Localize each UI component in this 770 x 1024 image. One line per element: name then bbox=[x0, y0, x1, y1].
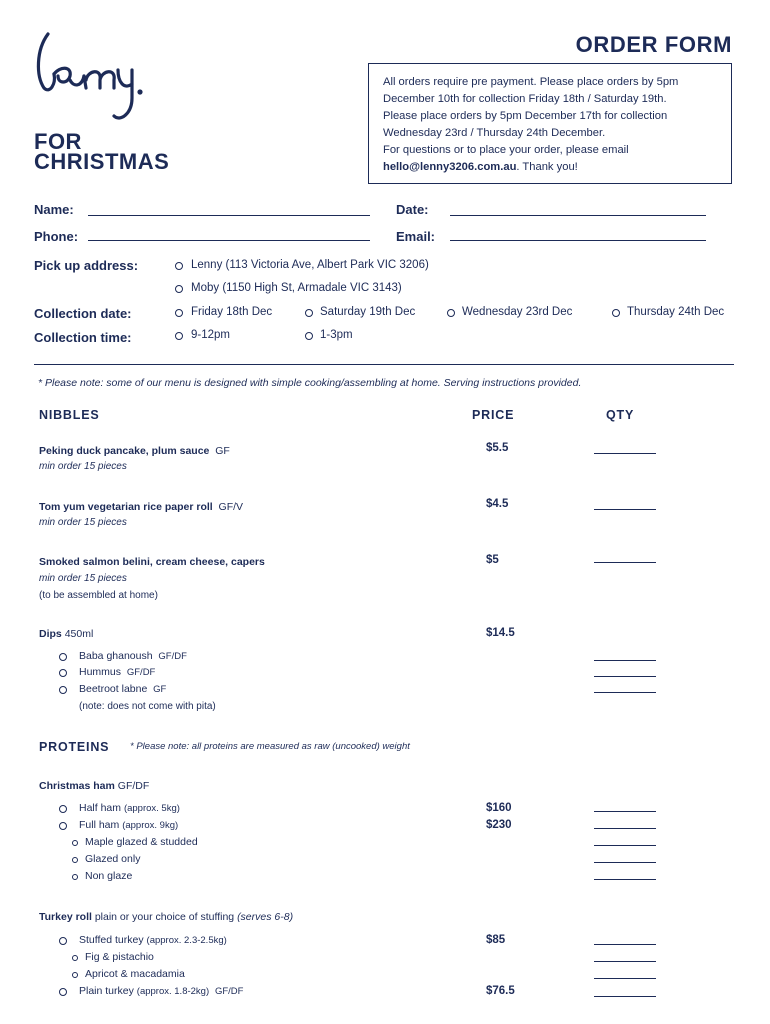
item-price: $4.5 bbox=[486, 498, 509, 510]
time-radio-morning[interactable] bbox=[175, 332, 183, 340]
collection-date-label: Collection date: bbox=[34, 306, 132, 321]
menu-item-peking-duck bbox=[39, 445, 230, 457]
item-desc: plain or your choice of stuffing bbox=[94, 911, 235, 923]
date-radio-friday[interactable] bbox=[175, 309, 183, 317]
turkey-option-stuffed bbox=[79, 934, 227, 946]
ham-option-half bbox=[79, 802, 180, 814]
for-christmas-heading bbox=[34, 129, 170, 174]
proteins-heading: PROTEINS bbox=[39, 740, 110, 754]
section-divider bbox=[34, 364, 734, 365]
turkey-radio-plain[interactable] bbox=[59, 988, 67, 996]
qty-field-apricot-macadamia[interactable] bbox=[594, 978, 656, 979]
pickup-option: Lenny (113 Victoria Ave, Albert Park VIC 3206) bbox=[191, 259, 429, 271]
option-name: Plain turkey bbox=[79, 985, 134, 997]
menu-item-smoked-salmon: Smoked salmon belini, cream cheese, capers bbox=[39, 556, 265, 568]
option-detail: (approx. 1.8-2kg) bbox=[136, 986, 210, 997]
option-name: Hummus bbox=[79, 666, 122, 678]
info-thanks: . Thank you! bbox=[516, 161, 578, 173]
dip-radio-beetroot-labne[interactable] bbox=[59, 686, 67, 694]
christmas-text: CHRISTMAS bbox=[34, 149, 170, 174]
ham-option-full bbox=[79, 819, 178, 831]
qty-field-smoked-salmon[interactable] bbox=[594, 562, 656, 563]
dips-note: (note: does not come with pita) bbox=[79, 701, 216, 712]
qty-field-tom-yum[interactable] bbox=[594, 509, 656, 510]
time-radio-afternoon[interactable] bbox=[305, 332, 313, 340]
menu-item-tom-yum bbox=[39, 501, 243, 513]
info-line: December 10th for collection Friday 18th / Saturday 19th. bbox=[383, 93, 667, 105]
info-line: Wednesday 23rd / Thursday 24th December. bbox=[383, 127, 606, 139]
item-price: $85 bbox=[486, 934, 506, 946]
item-price: $5 bbox=[486, 554, 499, 566]
option-name: Stuffed turkey bbox=[79, 934, 144, 946]
option-name: Beetroot labne bbox=[79, 683, 148, 695]
item-tag: GF/DF bbox=[117, 780, 150, 792]
glaze-option: Glazed only bbox=[85, 853, 141, 865]
item-price: $76.5 bbox=[486, 985, 515, 997]
qty-field-glazed-only[interactable] bbox=[594, 862, 656, 863]
proteins-note: * Please note: all proteins are measured as raw (uncooked) weight bbox=[130, 741, 410, 752]
menu-item-dips bbox=[39, 628, 93, 640]
item-name: Dips bbox=[39, 628, 62, 640]
item-price: $230 bbox=[486, 819, 512, 831]
time-option: 1-3pm bbox=[320, 329, 353, 341]
option-tag: GF/DF bbox=[158, 651, 187, 662]
name-label: Name: bbox=[34, 202, 74, 217]
item-serves: (serves 6-8) bbox=[237, 911, 294, 923]
email-label: Email: bbox=[396, 229, 436, 244]
for-text: FOR bbox=[34, 129, 82, 154]
stuffing-option: Fig & pistachio bbox=[85, 951, 154, 963]
name-field[interactable] bbox=[88, 215, 370, 216]
phone-label: Phone: bbox=[34, 229, 79, 244]
qty-field-peking-duck[interactable] bbox=[594, 453, 656, 454]
item-price: $14.5 bbox=[486, 627, 515, 639]
item-size: 450ml bbox=[64, 628, 94, 640]
stuffing-radio-fig[interactable] bbox=[72, 955, 78, 961]
page-title: ORDER FORM bbox=[575, 32, 732, 57]
info-line: For questions or to place your order, please email bbox=[383, 144, 629, 156]
option-name: Half ham bbox=[79, 802, 122, 814]
date-field[interactable] bbox=[450, 215, 706, 216]
contact-email-link[interactable]: hello@lenny3206.com.au bbox=[383, 161, 517, 173]
ham-radio-half[interactable] bbox=[59, 805, 67, 813]
item-tag: GF/V bbox=[218, 501, 244, 513]
item-name: Peking duck pancake, plum sauce bbox=[39, 445, 210, 457]
dip-radio-hummus[interactable] bbox=[59, 669, 67, 677]
item-tag: GF bbox=[215, 445, 230, 457]
item-subtext: min order 15 pieces bbox=[39, 573, 127, 584]
qty-field-baba-ghanoush[interactable] bbox=[594, 660, 656, 661]
qty-field-plain-turkey[interactable] bbox=[594, 996, 656, 997]
menu-item-turkey-roll bbox=[39, 911, 293, 923]
item-subtext: min order 15 pieces bbox=[39, 461, 127, 472]
pickup-radio-moby[interactable] bbox=[175, 285, 183, 293]
pickup-radio-lenny[interactable] bbox=[175, 262, 183, 270]
item-price: $5.5 bbox=[486, 442, 509, 454]
item-subtext: min order 15 pieces bbox=[39, 517, 127, 528]
qty-field-beetroot-labne[interactable] bbox=[594, 692, 656, 693]
date-option: Saturday 19th Dec bbox=[320, 306, 416, 318]
option-detail: (approx. 2.3-2.5kg) bbox=[146, 935, 227, 946]
item-price: $160 bbox=[486, 802, 512, 814]
date-label: Date: bbox=[396, 202, 429, 217]
option-tag: GF/DF bbox=[214, 986, 244, 997]
qty-heading: QTY bbox=[606, 408, 635, 422]
pickup-label: Pick up address: bbox=[34, 258, 139, 273]
qty-field-stuffed-turkey[interactable] bbox=[594, 944, 656, 945]
glaze-radio-non[interactable] bbox=[72, 874, 78, 880]
qty-field-maple-glazed[interactable] bbox=[594, 845, 656, 846]
phone-field[interactable] bbox=[88, 240, 370, 241]
qty-field-full-ham[interactable] bbox=[594, 828, 656, 829]
turkey-option-plain bbox=[79, 985, 243, 997]
nibbles-heading: NIBBLES bbox=[39, 408, 100, 422]
qty-field-fig-pistachio[interactable] bbox=[594, 961, 656, 962]
collection-time-label: Collection time: bbox=[34, 330, 132, 345]
item-name: Tom yum vegetarian rice paper roll bbox=[39, 501, 213, 513]
date-option: Thursday 24th Dec bbox=[627, 306, 725, 318]
menu-item-christmas-ham bbox=[39, 780, 149, 792]
option-detail: (approx. 5kg) bbox=[123, 803, 180, 814]
dip-option bbox=[79, 666, 155, 678]
pickup-option: Moby (1150 High St, Armadale VIC 3143) bbox=[191, 282, 402, 294]
date-radio-thursday[interactable] bbox=[612, 309, 620, 317]
option-tag: GF/DF bbox=[126, 667, 156, 678]
time-option: 9-12pm bbox=[191, 329, 230, 341]
stuffing-radio-apricot[interactable] bbox=[72, 972, 78, 978]
email-field[interactable] bbox=[450, 240, 706, 241]
date-option: Wednesday 23rd Dec bbox=[462, 306, 573, 318]
option-tag: GF bbox=[153, 684, 167, 695]
ham-radio-full[interactable] bbox=[59, 822, 67, 830]
info-line: All orders require pre payment. Please place orders by 5pm bbox=[383, 76, 679, 88]
price-heading: PRICE bbox=[472, 408, 515, 422]
glaze-radio-glazed[interactable] bbox=[72, 857, 78, 863]
option-detail: (approx. 9kg) bbox=[122, 820, 179, 831]
date-radio-saturday[interactable] bbox=[305, 309, 313, 317]
dip-radio-baba-ghanoush[interactable] bbox=[59, 653, 67, 661]
qty-field-half-ham[interactable] bbox=[594, 811, 656, 812]
item-name: Turkey roll bbox=[39, 911, 92, 923]
option-name: Baba ghanoush bbox=[79, 650, 153, 662]
lenny-logo bbox=[34, 28, 184, 131]
qty-field-non-glaze[interactable] bbox=[594, 879, 656, 880]
date-radio-wednesday[interactable] bbox=[447, 309, 455, 317]
option-name: Full ham bbox=[79, 819, 120, 831]
item-name: Christmas ham bbox=[39, 780, 115, 792]
info-box bbox=[368, 63, 732, 184]
stuffing-option: Apricot & macadamia bbox=[85, 968, 185, 980]
glaze-radio-maple[interactable] bbox=[72, 840, 78, 846]
dip-option bbox=[79, 683, 166, 695]
menu-note: * Please note: some of our menu is designed with simple cooking/assembling at home. Serving instructions provided. bbox=[38, 377, 582, 389]
date-option: Friday 18th Dec bbox=[191, 306, 273, 318]
turkey-radio-stuffed[interactable] bbox=[59, 937, 67, 945]
qty-field-hummus[interactable] bbox=[594, 676, 656, 677]
dip-option bbox=[79, 650, 187, 662]
item-subtext: (to be assembled at home) bbox=[39, 590, 158, 601]
glaze-option: Maple glazed & studded bbox=[85, 836, 198, 848]
info-line: Please place orders by 5pm December 17th for collection bbox=[383, 110, 668, 122]
glaze-option: Non glaze bbox=[85, 870, 133, 882]
